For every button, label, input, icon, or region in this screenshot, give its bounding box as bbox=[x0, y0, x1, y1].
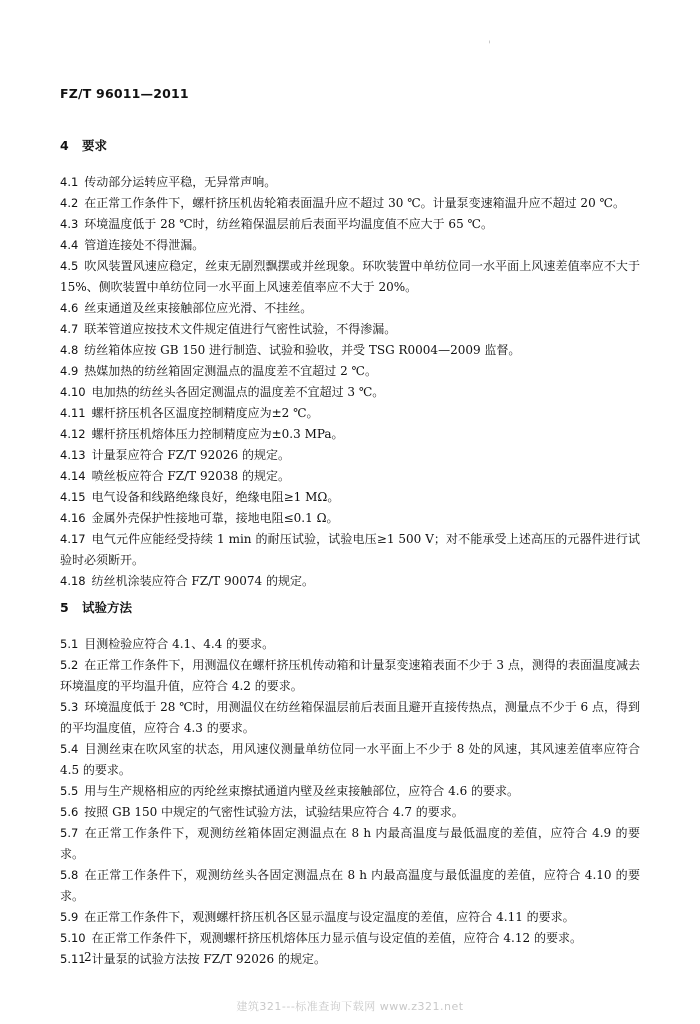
clause bbox=[60, 172, 640, 193]
clause-text: 吹风装置风速应稳定，丝束无剧烈飘摆或并丝现象。环吹装置中单纺位同一水平面上风速差值率应不大于 15%、侧吹装置中单纺位同一水平面上风速差值率应不大于 20%。 bbox=[60, 259, 640, 294]
clause-number: 4.17 bbox=[60, 532, 86, 546]
clause bbox=[60, 214, 640, 235]
clause-number: 4.2 bbox=[60, 196, 79, 210]
clause bbox=[60, 697, 640, 739]
clause bbox=[60, 781, 640, 802]
clause-number: 5.4 bbox=[60, 742, 79, 756]
clause-text: 螺杆挤压机各区温度控制精度应为±2 ℃。 bbox=[91, 406, 319, 420]
section-5-number: 5 bbox=[60, 600, 69, 615]
standard-number: FZ/T 96011—2011 bbox=[60, 86, 189, 101]
clause bbox=[60, 802, 640, 823]
clause bbox=[60, 424, 640, 445]
clause-number: 4.14 bbox=[60, 469, 86, 483]
clause bbox=[60, 571, 640, 592]
clause-number: 5.2 bbox=[60, 658, 79, 672]
clause-number: 4.5 bbox=[60, 259, 79, 273]
clause-number: 5.5 bbox=[60, 784, 79, 798]
section-4-heading bbox=[60, 136, 107, 154]
clause-text: 目测丝束在吹风室的状态，用风速仪测量单纺位同一水平面上不少于 8 处的风速，其风速差值率应符合 4.5 的要求。 bbox=[60, 742, 640, 777]
clause bbox=[60, 739, 640, 781]
clause-text: 目测检验应符合 4.1、4.4 的要求。 bbox=[84, 637, 275, 651]
section-4-clauses bbox=[60, 172, 640, 592]
clause-number: 5.3 bbox=[60, 700, 79, 714]
clause-number: 4.4 bbox=[60, 238, 79, 252]
clause bbox=[60, 235, 640, 256]
clause bbox=[60, 298, 640, 319]
clause-text: 在正常工作条件下，观测螺杆挤压机各区显示温度与设定温度的差值，应符合 4.11 的要求。 bbox=[84, 910, 575, 924]
clause bbox=[60, 529, 640, 571]
scan-mark: ' bbox=[488, 40, 491, 51]
clause bbox=[60, 928, 640, 949]
clause-number: 5.1 bbox=[60, 637, 79, 651]
clause-number: 5.10 bbox=[60, 931, 86, 945]
clause-text: 环境温度低于 28 ℃时，用测温仪在纺丝箱保温层前后表面且避开直接传热点，测量点不少于 6 点，得到的平均温度值，应符合 4.3 的要求。 bbox=[60, 700, 640, 735]
clause bbox=[60, 466, 640, 487]
clause-text: 用与生产规格相应的丙纶丝束擦拭通道内壁及丝束接触部位，应符合 4.6 的要求。 bbox=[84, 784, 520, 798]
section-5-title: 试验方法 bbox=[82, 600, 133, 615]
clause-text: 电加热的纺丝头各固定测温点的温度差不宜超过 3 ℃。 bbox=[91, 385, 385, 399]
clause-text: 在正常工作条件下，观测螺杆挤压机熔体压力显示值与设定值的差值，应符合 4.12 的要求。 bbox=[91, 931, 582, 945]
clause-number: 4.12 bbox=[60, 427, 86, 441]
clause bbox=[60, 340, 640, 361]
clause bbox=[60, 487, 640, 508]
clause bbox=[60, 907, 640, 928]
clause-number: 4.11 bbox=[60, 406, 86, 420]
clause-text: 电气元件应能经受持续 1 min 的耐压试验，试验电压≥1 500 V；对不能承受上述高压的元器件进行试验时必须断开。 bbox=[60, 532, 640, 567]
clause-text: 在正常工作条件下，螺杆挤压机齿轮箱表面温升应不超过 30 ℃。计量泵变速箱温升应不超过 20 ℃。 bbox=[84, 196, 625, 210]
clause-number: 4.3 bbox=[60, 217, 79, 231]
clause-text: 螺杆挤压机熔体压力控制精度应为±0.3 MPa。 bbox=[91, 427, 344, 441]
clause-number: 5.11 bbox=[60, 952, 86, 966]
clause bbox=[60, 382, 640, 403]
clause-number: 4.8 bbox=[60, 343, 79, 357]
clause-text: 丝束通道及丝束接触部位应光滑、不挂丝。 bbox=[84, 301, 313, 315]
clause-number: 4.1 bbox=[60, 175, 79, 189]
clause bbox=[60, 445, 640, 466]
clause-number: 5.7 bbox=[60, 826, 79, 840]
clause bbox=[60, 865, 640, 907]
clause-number: 4.15 bbox=[60, 490, 86, 504]
section-5-clauses bbox=[60, 634, 640, 970]
clause-text: 在正常工作条件下，用测温仪在螺杆挤压机传动箱和计量泵变速箱表面不少于 3 点，测得的表面温度减去环境温度的平均温升值，应符合 4.2 的要求。 bbox=[60, 658, 640, 693]
clause-text: 纺丝机涂装应符合 FZ/T 90074 的规定。 bbox=[91, 574, 314, 588]
clause-number: 4.16 bbox=[60, 511, 86, 525]
clause-text: 传动部分运转应平稳，无异常声响。 bbox=[84, 175, 277, 189]
clause-text: 在正常工作条件下，观测纺丝头各固定测温点在 8 h 内最高温度与最低温度的差值，应符合 4.10 的要求。 bbox=[60, 868, 640, 903]
clause bbox=[60, 361, 640, 382]
footer-watermark: 建筑321---标准查询下载网 www.z321.net bbox=[236, 1000, 464, 1013]
clause bbox=[60, 256, 640, 298]
clause-text: 按照 GB 150 中规定的气密性试验方法，试验结果应符合 4.7 的要求。 bbox=[84, 805, 464, 819]
clause-text: 纺丝箱体应按 GB 150 进行制造、试验和验收，并受 TSG R0004—2009 监督。 bbox=[84, 343, 521, 357]
section-4-title: 要求 bbox=[82, 138, 108, 153]
page-number: 2 bbox=[84, 950, 92, 964]
section-5-heading bbox=[60, 598, 132, 616]
clause-text: 环境温度低于 28 ℃时，纺丝箱保温层前后表面平均温度值不应大于 65 ℃。 bbox=[84, 217, 493, 231]
clause-text: 热媒加热的纺丝箱固定测温点的温度差不宜超过 2 ℃。 bbox=[84, 364, 377, 378]
clause-number: 5.9 bbox=[60, 910, 79, 924]
clause-number: 4.10 bbox=[60, 385, 86, 399]
clause-text: 计量泵应符合 FZ/T 92026 的规定。 bbox=[91, 448, 290, 462]
clause-text: 金属外壳保护性接地可靠，接地电阻≤0.1 Ω。 bbox=[91, 511, 339, 525]
clause-number: 4.9 bbox=[60, 364, 79, 378]
clause-text: 计量泵的试验方法按 FZ/T 92026 的规定。 bbox=[91, 952, 326, 966]
clause bbox=[60, 655, 640, 697]
clause-number: 4.13 bbox=[60, 448, 86, 462]
clause bbox=[60, 193, 640, 214]
clause bbox=[60, 823, 640, 865]
clause-number: 4.7 bbox=[60, 322, 79, 336]
clause-number: 4.18 bbox=[60, 574, 86, 588]
clause-text: 电气设备和线路绝缘良好，绝缘电阻≥1 MΩ。 bbox=[91, 490, 340, 504]
clause-number: 4.6 bbox=[60, 301, 79, 315]
section-4-number: 4 bbox=[60, 138, 69, 153]
clause-number: 5.6 bbox=[60, 805, 79, 819]
clause-text: 喷丝板应符合 FZ/T 92038 的规定。 bbox=[91, 469, 290, 483]
clause-text: 管道连接处不得泄漏。 bbox=[84, 238, 205, 252]
clause bbox=[60, 403, 640, 424]
clause bbox=[60, 508, 640, 529]
clause bbox=[60, 949, 640, 970]
clause-number: 5.8 bbox=[60, 868, 79, 882]
clause bbox=[60, 319, 640, 340]
clause bbox=[60, 634, 640, 655]
clause-text: 在正常工作条件下，观测纺丝箱体固定测温点在 8 h 内最高温度与最低温度的差值，应符合 4.9 的要求。 bbox=[60, 826, 640, 861]
clause-text: 联苯管道应按技术文件规定值进行气密性试验，不得渗漏。 bbox=[84, 322, 397, 336]
